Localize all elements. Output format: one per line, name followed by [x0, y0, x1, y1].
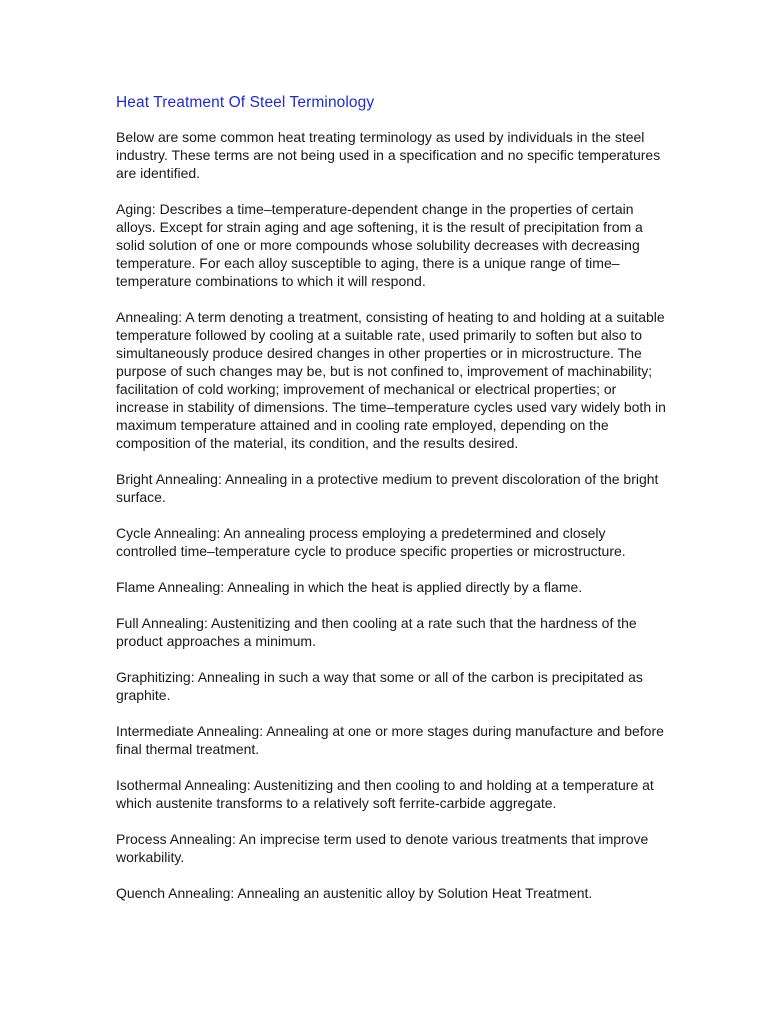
term-graphitizing: Graphitizing: Annealing in such a way that some or all of the carbon is precipitated as graphite.: [116, 669, 643, 703]
term-process-annealing: Process Annealing: An imprecise term used to denote various treatments that improve workability.: [116, 831, 649, 865]
term-cycle-annealing: Cycle Annealing: An annealing process employing a predetermined and closely controlled time–temperature cycle to produce specific properties or microstructure.: [116, 525, 626, 559]
term-annealing: Annealing: A term denoting a treatment, consisting of heating to and holding at a suitable temperature followed by cooling at a suitable rate, used primarily to soften but also to simultaneously produce desired changes in other properties or in microstructure. The purpose of such changes may be, but is not confined to, improvement of machinability; facilitation of cold working; improvement of mechanical or electrical properties; or increase in stability of dimensions. The time–temperature cycles used vary widely both in maximum temperature attained and in cooling rate employed, depending on the composition of the material, its condition, and the results desired.: [116, 309, 666, 451]
intro-paragraph: Below are some common heat treating terminology as used by individuals in the steel industry. These terms are not being used in a specification and no specific temperatures are identified.: [116, 129, 661, 181]
term-flame-annealing: Flame Annealing: Annealing in which the heat is applied directly by a flame.: [116, 579, 583, 595]
term-quench-annealing: Quench Annealing: Annealing an austenitic alloy by Solution Heat Treatment.: [116, 885, 593, 901]
document-title: Heat Treatment Of Steel Terminology: [116, 94, 375, 111]
term-aging: Aging: Describes a time–temperature-dependent change in the properties of certain alloys. Except for strain aging and age softening, it is the result of precipitation from a solid solution of one or more compounds whose solubility decreases with decreasing temperature. For each alloy susceptible to aging, there is a unique range of time–temperature combinations to which it will respond.: [116, 201, 643, 289]
term-bright-annealing: Bright Annealing: Annealing in a protective medium to prevent discoloration of the bright surface.: [116, 471, 659, 505]
term-intermediate-annealing: Intermediate Annealing: Annealing at one or more stages during manufacture and before final thermal treatment.: [116, 723, 664, 757]
term-full-annealing: Full Annealing: Austenitizing and then cooling at a rate such that the hardness of the product approaches a minimum.: [116, 615, 637, 649]
term-isothermal-annealing: Isothermal Annealing: Austenitizing and then cooling to and holding at a temperature at which austenite transforms to a relatively soft ferrite-carbide aggregate.: [116, 777, 654, 811]
